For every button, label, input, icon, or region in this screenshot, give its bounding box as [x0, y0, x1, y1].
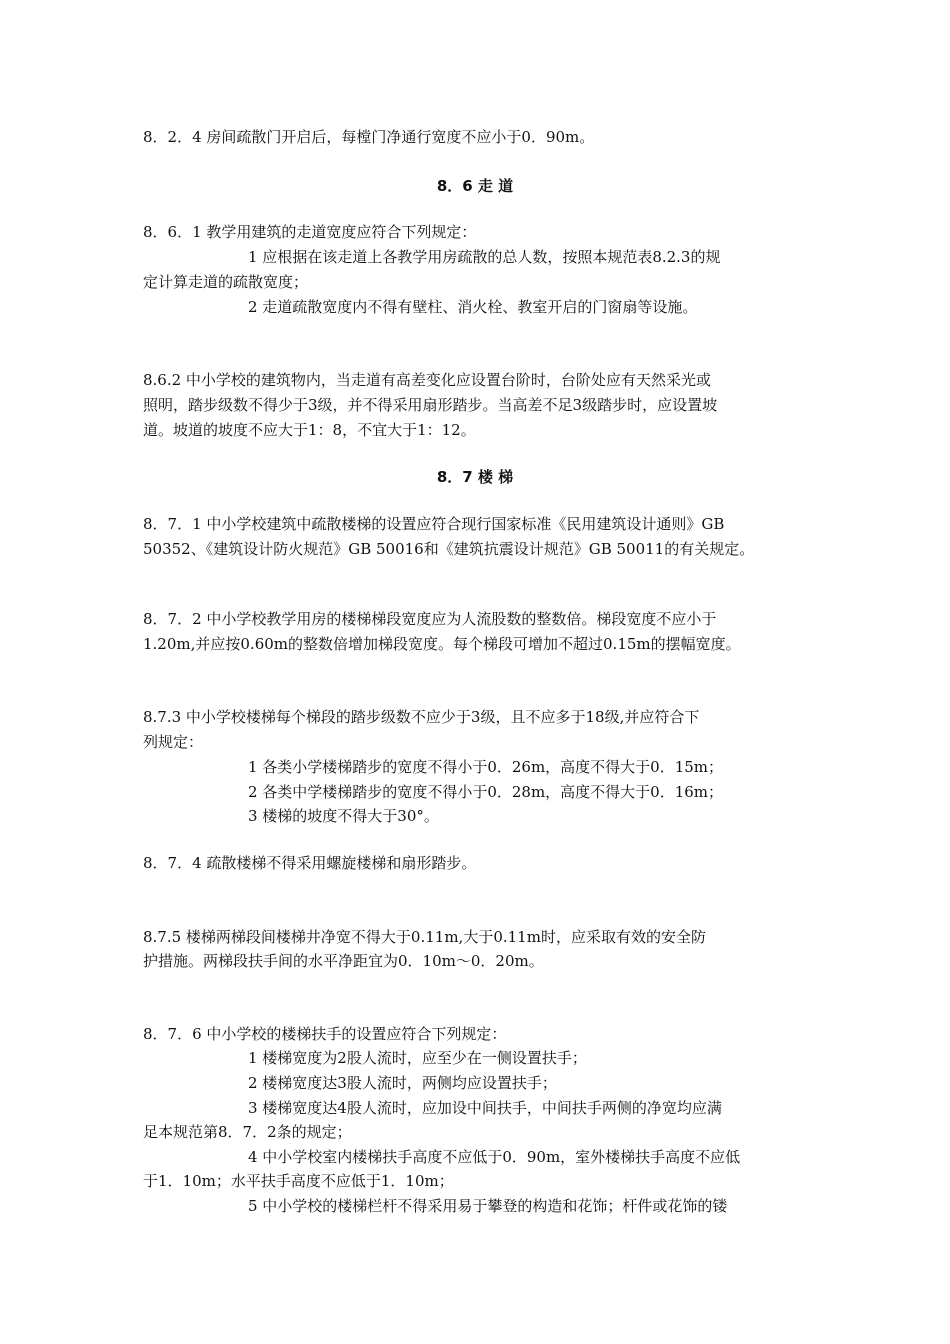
- clause-8-6-1-item-1-cont: 定计算走道的疏散宽度；: [143, 273, 309, 291]
- clause-8-7-2-cont: 1.20m,并应按0.60m的整数倍增加梯段宽度。每个梯段可增加不超过0.15m的摆幅宽度。: [143, 635, 741, 653]
- clause-8-7-6-item-2: 2 楼梯宽度达3股人流时，两侧均应设置扶手；: [248, 1074, 557, 1092]
- clause-8-7-6-item-1: 1 楼梯宽度为2股人流时，应至少在一侧设置扶手；: [248, 1049, 587, 1067]
- clause-8-7-6-item-4-cont: 于1．10m；水平扶手高度不应低于1．10m；: [143, 1172, 454, 1190]
- clause-8-7-3-item-2: 2 各类中学楼梯踏步的宽度不得小于0．28m，高度不得大于0．16m；: [248, 783, 724, 801]
- clause-8-7-6-item-4: 4 中小学校室内楼梯扶手高度不应低于0．90m，室外楼梯扶手高度不应低: [248, 1148, 741, 1166]
- clause-8-7-3-item-3: 3 楼梯的坡度不得大于30°。: [248, 807, 439, 825]
- clause-8-6-1: 8．6．1 教学用建筑的走道宽度应符合下列规定：: [143, 223, 477, 241]
- clause-8-6-2: 8.6.2 中小学校的建筑物内，当走道有高差变化应设置台阶时，台阶处应有天然采光或: [143, 371, 711, 389]
- clause-8-7-5-cont: 护措施。两梯段扶手间的水平净距宜为0．10m～0．20m。: [143, 952, 544, 970]
- clause-8-7-6: 8．7．6 中小学校的楼梯扶手的设置应符合下列规定：: [143, 1025, 507, 1043]
- clause-8-7-6-item-3-cont: 足本规范第8．7．2条的规定；: [143, 1123, 352, 1141]
- clause-8-7-5: 8.7.5 楼梯两梯段间楼梯井净宽不得大于0.11m,大于0.11m时，应采取有效的安全防: [143, 928, 706, 946]
- clause-8-7-6-item-5: 5 中小学校的楼梯栏杆不得采用易于攀登的构造和花饰；杆件或花饰的镂: [248, 1197, 728, 1215]
- clause-8-7-3: 8.7.3 中小学校楼梯每个梯段的踏步级数不应少于3级，且不应多于18级,并应符合下: [143, 708, 700, 726]
- section-heading-8-7: 8．7 楼 梯: [436, 468, 514, 486]
- section-heading-8-6: 8．6 走 道: [436, 177, 514, 195]
- clause-8-7-1: 8．7．1 中小学校建筑中疏散楼梯的设置应符合现行国家标准《民用建筑设计通则》GB: [143, 515, 725, 533]
- clause-8-7-1-cont: 50352、《建筑设计防火规范》GB 50016和《建筑抗震设计规范》GB 50011的有关规定。: [143, 540, 755, 558]
- clause-8-2-4: 8．2．4 房间疏散门开启后，每樘门净通行宽度不应小于0．90m。: [143, 128, 595, 146]
- clause-8-7-4: 8．7．4 疏散楼梯不得采用螺旋楼梯和扇形踏步。: [143, 854, 477, 872]
- clause-8-6-2-cont-1: 照明，踏步级数不得少于3级，并不得采用扇形踏步。当高差不足3级踏步时，应设置坡: [143, 396, 718, 414]
- clause-8-7-2: 8．7．2 中小学校教学用房的楼梯梯段宽度应为人流股数的整数倍。梯段宽度不应小于: [143, 610, 717, 628]
- clause-8-7-6-item-3: 3 楼梯宽度达4股人流时，应加设中间扶手，中间扶手两侧的净宽均应满: [248, 1099, 722, 1117]
- clause-8-6-1-item-1: 1 应根据在该走道上各教学用房疏散的总人数，按照本规范表8.2.3的规: [248, 248, 721, 266]
- clause-8-7-3-item-1: 1 各类小学楼梯踏步的宽度不得小于0．26m，高度不得大于0．15m；: [248, 758, 724, 776]
- clause-8-6-2-cont-2: 道。坡道的坡度不应大于1：8，不宜大于1：12。: [143, 421, 476, 439]
- clause-8-6-1-item-2: 2 走道疏散宽度内不得有壁柱、消火栓、教室开启的门窗扇等设施。: [248, 298, 698, 316]
- clause-8-7-3-cont: 列规定：: [143, 733, 204, 751]
